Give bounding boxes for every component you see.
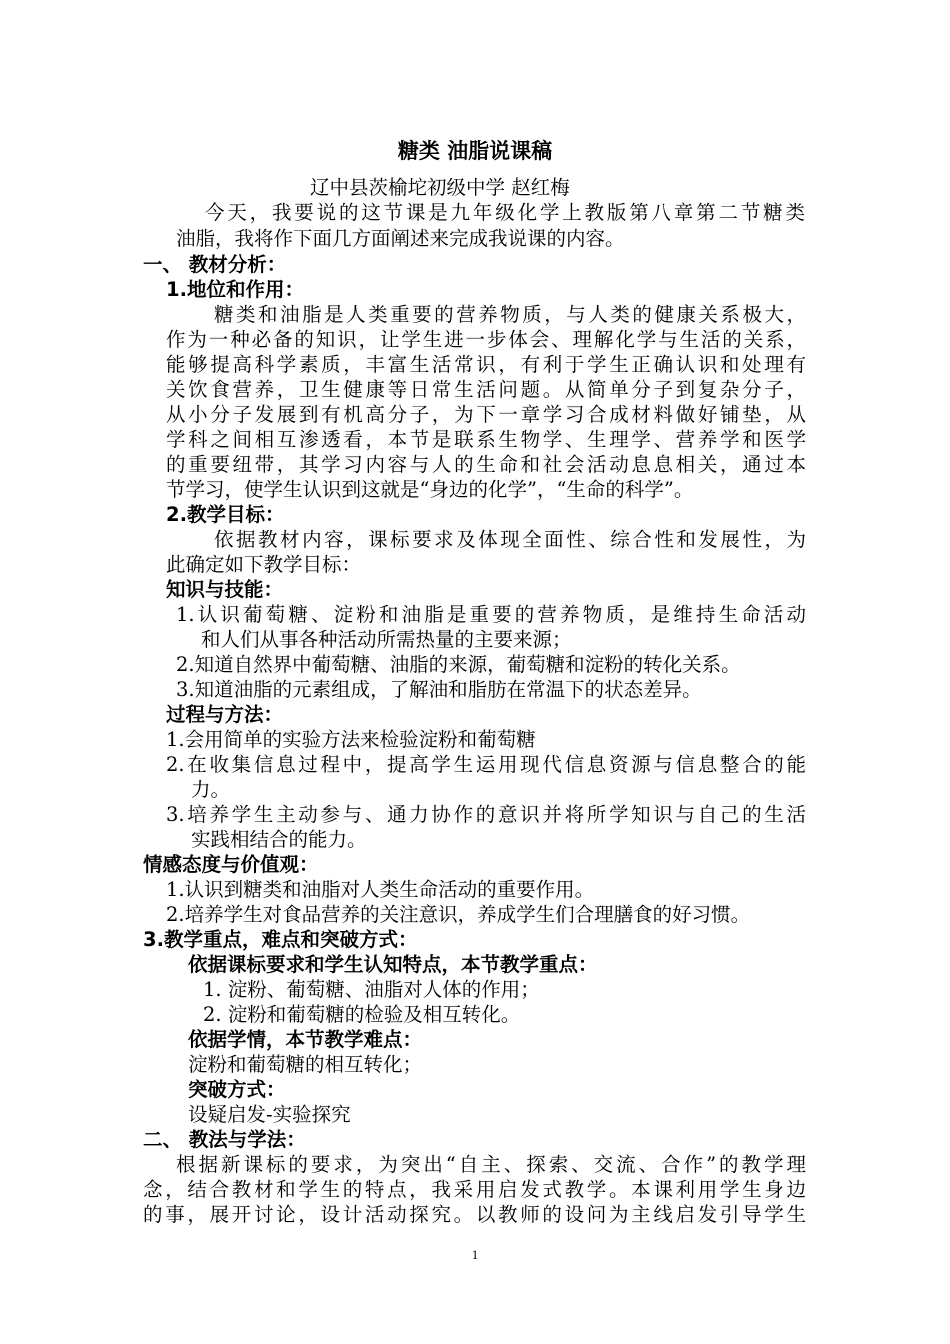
list-item: 2. 淀粉和葡萄糖的检验及相互转化。 — [203, 1003, 521, 1026]
list-item: 1.认识到糖类和油脂对人类生命活动的重要作用。 — [166, 878, 595, 901]
paragraph-line: 学科之间相互渗透看，本节是联系生物学、生理学、营养学和医学 — [166, 428, 806, 451]
list-item: 3.培养学生主动参与、通力协作的意识并将所学知识与自己的生活 — [166, 803, 806, 826]
difficulty-text: 淀粉和葡萄糖的相互转化； — [188, 1053, 423, 1076]
key-points-heading: 依据课标要求和学生认知特点，本节教学重点： — [188, 953, 598, 976]
list-item: 和人们从事各种活动所需热量的主要来源； — [201, 628, 572, 651]
breakthrough-text: 设疑启发-实验探究 — [188, 1103, 351, 1126]
page-number: 1 — [471, 1247, 479, 1262]
knowledge-heading: 知识与技能： — [166, 578, 284, 601]
list-item: 1.会用简单的实验方法来检验淀粉和葡萄糖 — [166, 728, 536, 751]
subsection-heading: 2.教学目标： — [166, 503, 285, 526]
emotion-heading: 情感态度与价值观： — [143, 853, 319, 876]
difficulty-heading: 依据学情，本节教学难点： — [188, 1028, 423, 1051]
section-heading: 二、 教法与学法： — [143, 1128, 306, 1151]
list-item: 1. 淀粉、葡萄糖、油脂对人体的作用； — [203, 978, 540, 1001]
list-item: 2.培养学生对食品营养的关注意识，养成学生们合理膳食的好习惯。 — [166, 903, 751, 926]
paragraph-line: 糖类和油脂是人类重要的营养物质，与人类的健康关系极大， — [214, 303, 806, 326]
list-item: 2.在收集信息过程中，提高学生运用现代信息资源与信息整合的能 — [166, 753, 806, 776]
subsection-heading: 3.教学重点，难点和突破方式： — [143, 928, 418, 951]
paragraph-line: 作为一种必备的知识，让学生进一步体会、理解化学与生活的关系， — [166, 328, 806, 351]
list-item: 实践相结合的能力。 — [191, 828, 367, 851]
paragraph-line: 从小分子发展到有机高分子，为下一章学习合成材料做好铺垫，从 — [166, 403, 806, 426]
breakthrough-heading: 突破方式： — [188, 1078, 286, 1101]
list-item: 2.知道自然界中葡萄糖、油脂的来源，葡萄糖和淀粉的转化关系。 — [176, 653, 741, 676]
paragraph-line: 关饮食营养，卫生健康等日常生活问题。从简单分子到复杂分子， — [166, 378, 806, 401]
intro-line: 油脂，我将作下面几方面阐述来完成我说课的内容。 — [176, 227, 625, 250]
paragraph-line: 节学习，使学生认识到这就是“身边的化学”，“生命的科学”。 — [166, 478, 694, 501]
paragraph-line: 念，结合教材和学生的特点，我采用启发式教学。本课利用学生身边 — [143, 1178, 806, 1201]
paragraph-line: 此确定如下教学目标： — [166, 553, 362, 576]
author-line: 辽中县茨榆坨初级中学 赵红梅 — [310, 176, 570, 199]
page-title: 糖类 油脂说课稿 — [397, 139, 553, 163]
process-heading: 过程与方法： — [166, 703, 284, 726]
list-item: 1.认识葡萄糖、淀粉和油脂是重要的营养物质，是维持生命活动 — [176, 603, 806, 626]
paragraph-line: 能够提高科学素质，丰富生活常识，有利于学生正确认识和处理有 — [166, 353, 806, 376]
subsection-heading: 1.地位和作用： — [166, 278, 304, 301]
list-item: 3.知道油脂的元素组成，了解油和脂肪在常温下的状态差异。 — [176, 678, 702, 701]
intro-line: 今天，我要说的这节课是九年级化学上教版第八章第二节糖类 — [205, 201, 805, 224]
list-item: 力。 — [191, 778, 231, 801]
section-heading: 一、 教材分析： — [143, 253, 287, 276]
paragraph-line: 依据教材内容，课标要求及体现全面性、综合性和发展性，为 — [214, 528, 806, 551]
paragraph-line: 根据新课标的要求，为突出“自主、探索、交流、合作”的教学理 — [176, 1153, 806, 1176]
paragraph-line: 的重要纽带，其学习内容与人的生命和社会活动息息相关，通过本 — [166, 453, 806, 476]
paragraph-line: 的事，展开讨论，设计活动探究。以教师的设问为主线启发引导学生 — [143, 1203, 806, 1226]
